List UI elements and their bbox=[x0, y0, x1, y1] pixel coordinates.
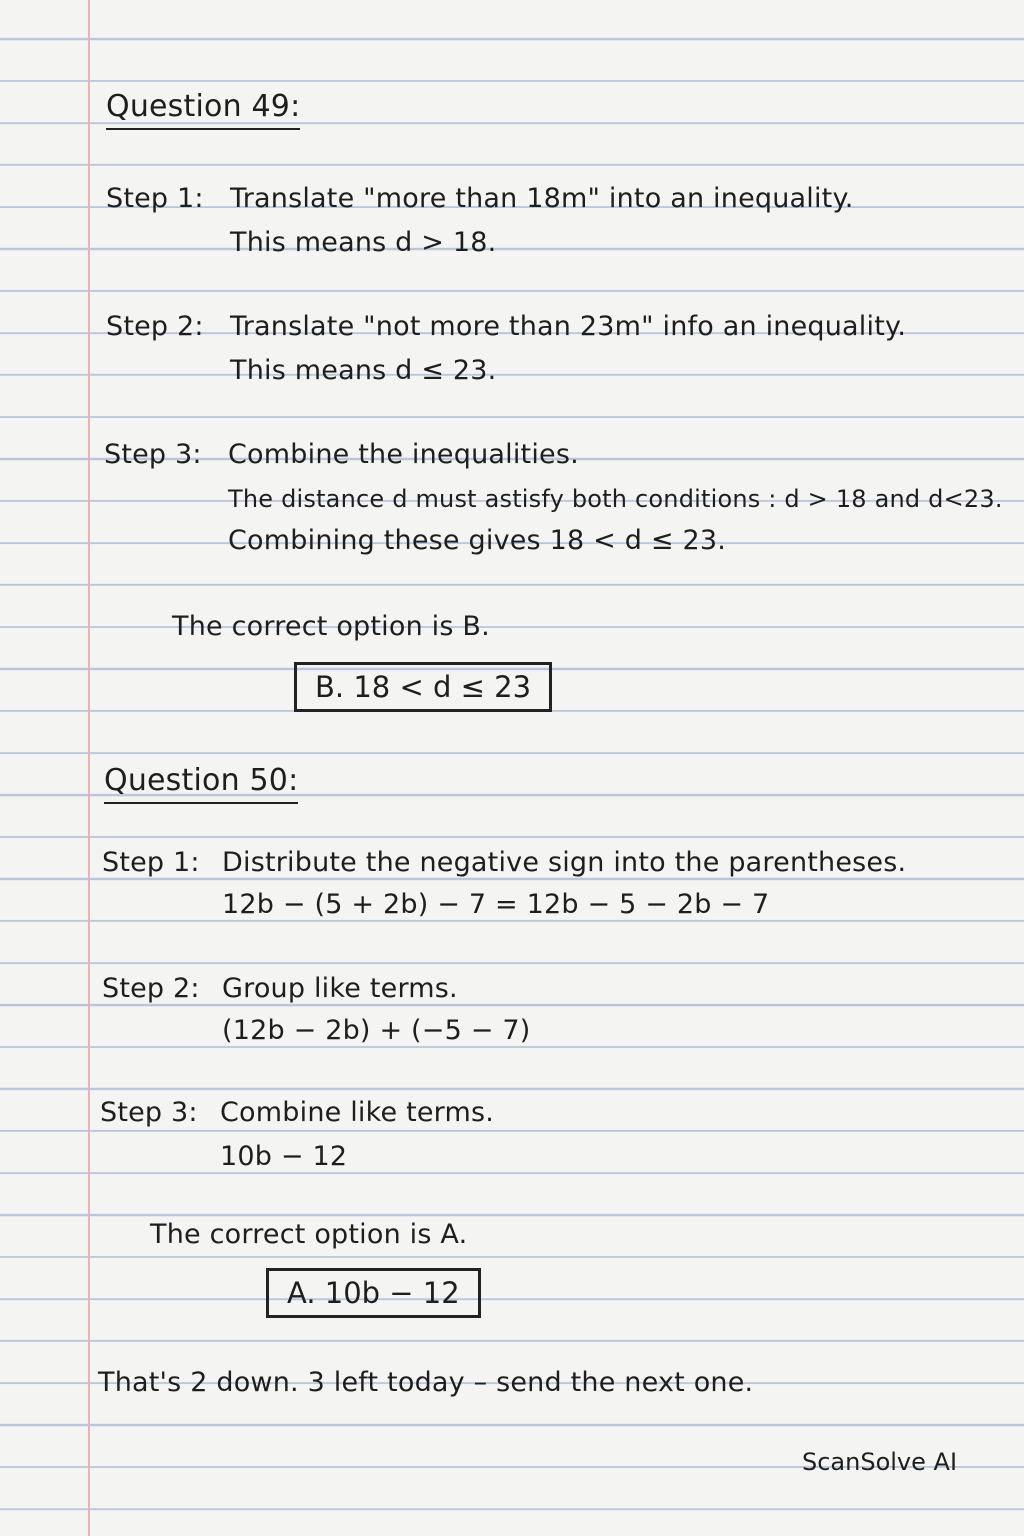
q49-step1-text: Translate "more than 18m" into an inequality. bbox=[230, 183, 854, 214]
q50-step2-label: Step 2: bbox=[102, 973, 200, 1004]
q49-step2-label: Step 2: bbox=[106, 311, 204, 342]
q49-step1-result: This means d > 18. bbox=[230, 227, 497, 258]
q49-step3-conditions: The distance d must astisfy both conditions : d > 18 and d<23. bbox=[228, 485, 1003, 513]
q50-conclusion: The correct option is A. bbox=[150, 1219, 468, 1250]
notebook-margin-line bbox=[88, 0, 90, 1536]
q50-step3-label: Step 3: bbox=[100, 1097, 198, 1128]
q50-answer-box: A. 10b − 12 bbox=[266, 1268, 481, 1318]
q49-step3-label: Step 3: bbox=[104, 439, 202, 470]
q49-step3-text: Combine the inequalities. bbox=[228, 439, 579, 470]
q50-step3-expression: 10b − 12 bbox=[220, 1141, 348, 1172]
q49-conclusion: The correct option is B. bbox=[172, 611, 490, 642]
q49-step2-result: This means d ≤ 23. bbox=[230, 355, 497, 386]
question-50-title: Question 50: bbox=[104, 764, 298, 804]
progress-message: That's 2 down. 3 left today – send the next one. bbox=[98, 1367, 754, 1398]
q49-step3-combined: Combining these gives 18 < d ≤ 23. bbox=[228, 525, 727, 556]
q50-step1-label: Step 1: bbox=[102, 847, 200, 878]
q49-step1-label: Step 1: bbox=[106, 183, 204, 214]
q50-step2-text: Group like terms. bbox=[222, 973, 458, 1004]
question-49-title: Question 49: bbox=[106, 90, 300, 130]
q49-answer-box: B. 18 < d ≤ 23 bbox=[294, 662, 552, 712]
brand-signature: ScanSolve AI bbox=[802, 1448, 958, 1476]
q50-step1-expression: 12b − (5 + 2b) − 7 = 12b − 5 − 2b − 7 bbox=[222, 889, 770, 920]
q49-step2-text: Translate "not more than 23m" info an inequality. bbox=[230, 311, 907, 342]
q50-step1-text: Distribute the negative sign into the parentheses. bbox=[222, 847, 907, 878]
q50-step2-expression: (12b − 2b) + (−5 − 7) bbox=[222, 1015, 531, 1046]
q50-step3-text: Combine like terms. bbox=[220, 1097, 495, 1128]
